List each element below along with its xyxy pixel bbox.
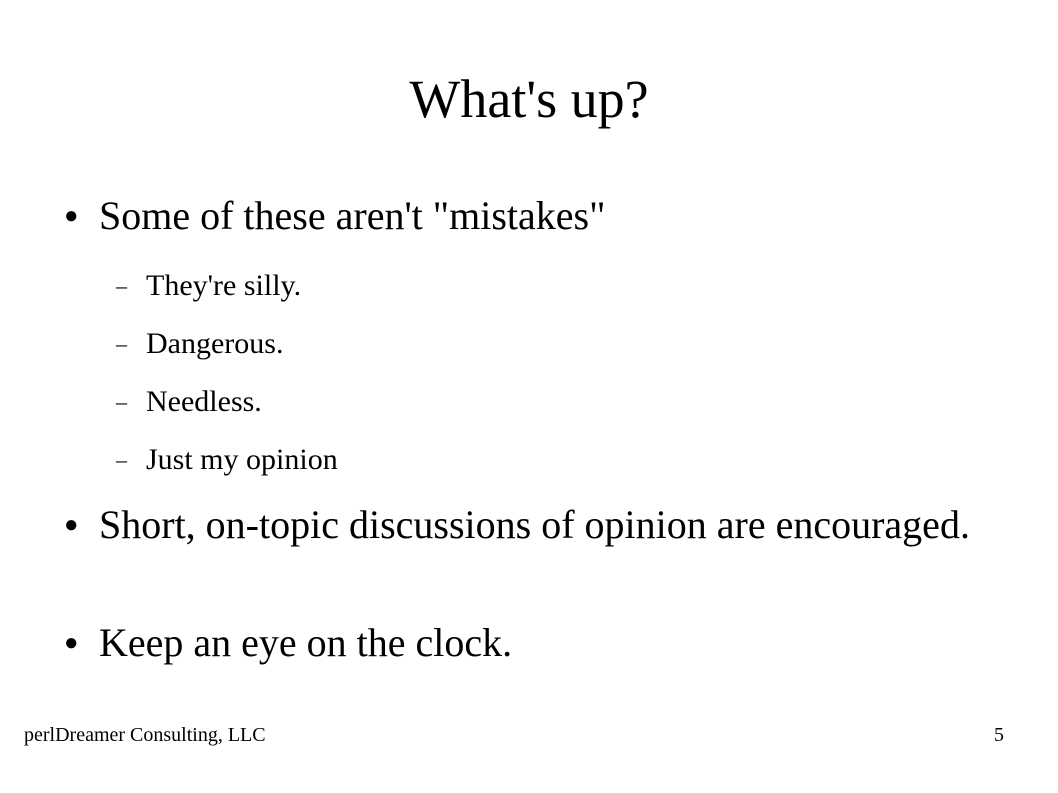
footer-company: perlDreamer Consulting, LLC — [24, 724, 266, 746]
bullet-marker: ● — [64, 630, 79, 656]
bullet-marker: ● — [64, 512, 79, 538]
slide-title: What's up? — [409, 69, 649, 129]
sub-marker: – — [116, 447, 127, 472]
sub-text: They're silly. — [146, 269, 302, 302]
footer-page-number: 5 — [994, 724, 1004, 746]
bullet-text: Some of these aren't "mistakes" — [99, 193, 606, 238]
sub-text: Needless. — [146, 385, 262, 418]
bullet-text: Short, on-topic discussions of opinion are encouraged. — [99, 502, 970, 547]
sub-marker: – — [116, 389, 127, 414]
sub-marker: – — [116, 331, 127, 356]
bullet-text: Keep an eye on the clock. — [99, 620, 513, 665]
sub-text: Dangerous. — [146, 327, 284, 360]
bullet-marker: ● — [64, 203, 79, 229]
sub-text: Just my opinion — [146, 443, 338, 476]
sub-marker: – — [116, 273, 127, 298]
